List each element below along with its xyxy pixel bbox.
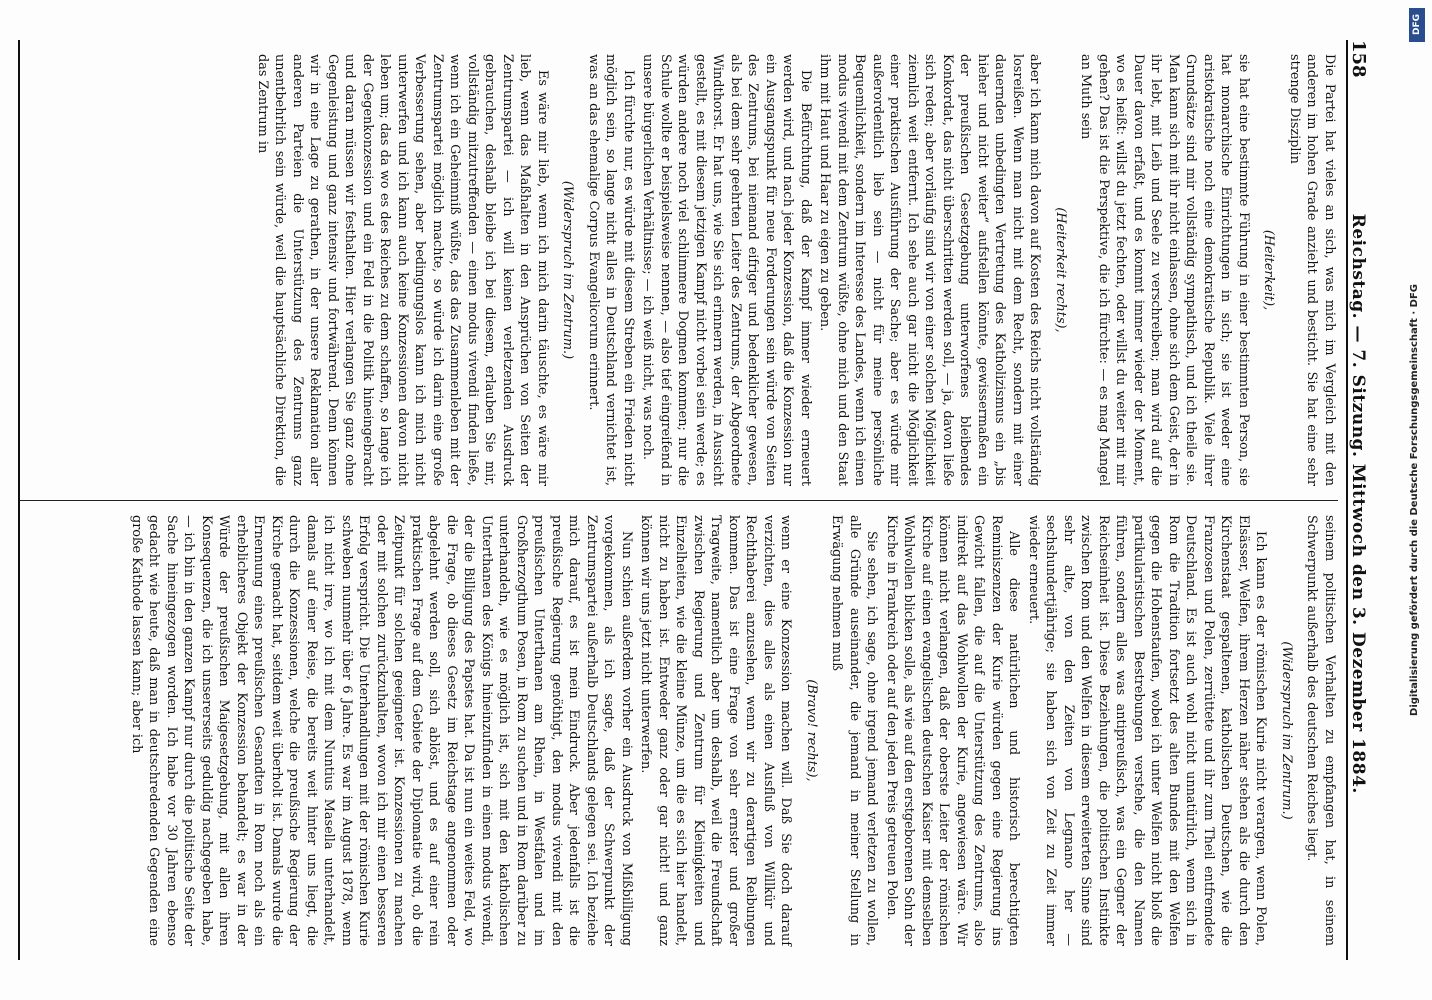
paragraph: Es wäre mir lieb, wenn ich mich darin täuschte, es wäre mir lieb, wenn das Maßhalten in den Ansprüchen von Seiten der Zentrumspartei — ich will keinen verletzenden Ausdruck gebrauchen, deshalb bleibe ich bei diesem, erlauben Sie mir, vollständig mitzutreffenden — einen modus vivendi finden ließe, wenn ich ein Geheimniß wüßte, das das Zusammenleben mit der Zentrumspartei möglich machte, so würde ich darin eine große Verbesserung sehen, aber bedingungslos kann ich mich nicht unterwerfen und ich kann auch keine Konzessionen davon nicht leben um; das da wo es des Reiches zu dem schaffen, so lange ich der Gegenkonzession und ein Feld in die Politik hineingebracht und daran müssen wir festhalten. Hier verlangen Sie ganz ohne Gegenleistung und ganz intensiv und fortwährend. Denn können wir in eine Lage zu gerathen, in der unsere Reklamation aller anderen Parteien die Unterstützung des Zentrums ganz unentbehrlich sein würde, weil die hauptsächliche Direktion, die das Zentrum in — [255, 54, 550, 486]
interjection: (Heiterkeit), — [1261, 229, 1277, 311]
paragraph: Ich kann es der römischen Kurie nicht verargen, wenn Polen, Elsässer, Welfen, ihrem Herzen näher stehen als die durch den Kirchenstaat gespaltenen, katholischen Deutschen, wie die Franzosen und Polen, zerrüttete und ihr zum Theil entfremdete Deutschland. Es ist auch wohl nicht unnatürlich, wenn sich in Rom die Tradition fortsetzt des alten Bundes mit den Welfen gegen die Hohenstaufen, wobei ich unter Welfen nicht bloß die partikularistischen Bestrebungen verstehe, die den Namen führen, sondern alles was antipreußisch, was ein Gegner der Reichseinheit ist. Diese Beziehungen, die politischen Instinkte zwischen Rom und den Welfen in diesem erweiterten Sinne sind sehr alte, von den Zeiten von Legnano her — sechshundertjährige; sie haben sich von Zeit zu Zeit immer wieder erneuert. — [1026, 515, 1269, 946]
paragraph: Die Partei hat vieles an sich, was mich im Vergleich mit den anderen im hohen Grade anzieht und besticht. Sie hat eine sehr strenge Disziplin — [1287, 54, 1337, 486]
interjection: (Widerspruch im Zentrum.) — [1279, 641, 1294, 820]
paragraph: Ich fürchte nur, es würde mit diesem Streben ein Frieden nicht möglich sein, so lange nicht alles in Deutschland vernichtet ist, was an das ehemalige Corpus Evangelicorum erinnert. — [586, 54, 636, 486]
paragraph: wenn er eine Konzession machen will. Daß Sie doch darauf verzichten, dies alles als einen Ausfluß von Willkür und Rechthaberei anzusehen, wenn wir zu derartigen Reibungen kommen. Das ist eine Frage von sehr ernster und großer Tragweite, namentlich aber um deshalb, weil die Freundschaft zwischen Regierung und Zentrum für Kleinigkeiten und Einzelheiten, wie die kleine Münze, um die es sich hier handelt, nicht zu haben ist. Entweder ganz oder gar nicht! und ganz können wir uns jetzt nicht unterwerfen. — [638, 515, 794, 946]
paragraph: seinem politischen Verhalten zu empfangen hat, in seinem Schwerpunkt außerhalb des deutschen Reiches liegt. — [1304, 515, 1337, 946]
paragraph: Die Befürchtung, daß der Kampf immer wieder erneuert werden wird, und nach jeder Konzession, daß die Konzession nur ein Ausgangspunkt für neue Forderungen sein würde von Seiten des Zentrums, bei niemand eifriger und bedenklicher gewesen, als bei dem sehr geehrten Leiter des Zentrums, der Abgeordnete Windthorst. Er hat uns, wie Sie sich erinnern werden, in Aussicht gestellt, es mit diesem jetzigen Kampf nicht vorbei sein werde; es würden andere noch viel schlimmere Dogmen kommen; nur die Schule wollte er beispielsweise nennen, — also tief eingreifend in unsere bürgerlichen Verhältnisse; — ich weiß nicht, was noch. — [640, 54, 813, 486]
bottom-rule — [18, 40, 20, 960]
paragraph: Nun schien außerdem vorher ein Ausdruck von Mißbilligung vorgekommen, als ich sagte, daß der Schwerpunkt der Zentrumspartei außerhalb Deutschlands gelegen sei. Ich beziehe mich darauf, es ist mein Eindruck. Aber jedenfalls ist die preußische Regierung genöthigt, den modus vivendi mit den preußischen Unterthanen am Rhein, in Westfalen und im Großherzogthum Posen, in Rom zu suchen und in Rom darüber zu unterhandeln, wie es möglich ist, sich mit den katholischen Unterthanen des Königs hineinzufinden in einen modus vivendi, der die Billigung des Papstes hat. Da ist nun ein weites Feld, wo die Frage, ob dieses Gesetz im Reichstage angenommen oder abgelehnt werden soll, sich ablöst, und es auf einer rein praktischen Frage auf dem Gebiete der Diplomatie wird, ob die Zeitpunkt für solchen geeigneter ist. Konzessionen zu machen oder mit solchen zurückzuhalten, wovon ich mir einen besseren Erfolg verspricht. Die Unterhandlungen mit der römischen Kurie schweben nunmehr über 6 Jahre. Es war im August 1878, wenn ich nicht irre, wo ich mit dem Nuntius Masella unterhandelt, damals auf einer Reise, die bereits weit hinter uns liegt, die durch die Konzessionen, welche die preußische Regierung der Kirche gemacht hat, seitdem weit überholt ist. Damals wurde die Ernennung eines preußischen Gesandten in Rom noch als ein erheblicheres Objekt der Konzession behandelt; es war in der Würde der preußischen Maigesetzgebung, mit allen ihren Konsequenzen, die ich unsererseits geduldig nachgegeben habe, — ich bin in den ganzen Kampf nur durch die politische Seite der Sache hineingezogen worden. Ich habe vor 30 Jahren ebenso gedacht wie heute, daß man in deutschredenden Gegenden eine große Kathode lassen kann; aber ich — [129, 515, 634, 946]
page-number: 158 — [1348, 40, 1369, 78]
left-column — [18, 40, 1338, 500]
page-header — [1346, 40, 1382, 960]
right-column — [18, 500, 1338, 960]
paragraph: sie hat eine bestimmte Führung in einer bestimmten Person, sie hat monarchische Einrichtungen in sich; sie ist weder eine aristokratische noch eine demokratische Republik. Viele ihrer Grundsätze sind mir vollständig sympathisch, und ich theile sie. Man kann sich mit ihr nicht einlassen, ohne sich dem Geist, der in ihr lebt, mit Leib und Seele zu verschreiben; man wird auf die Dauer davon erfaßt, und es kommt immer wieder der Moment, wo es heißt: willst du jetzt fechten, oder willst du weiter mit mir gehen? Das ist die Perspektive, die ich fürchte: — es mag Mangel an Muth sein — [1078, 54, 1251, 486]
digitization-credit: Digitalisierung gefördert durch die Deutsche Forschungsgemeinschaft · DFG — [1408, 284, 1420, 716]
text-columns — [18, 40, 1338, 960]
interjection: (Widerspruch im Zentrum.) — [560, 180, 576, 360]
paragraph: Alle diese natürlichen und historisch berechtigten Reminiszenzen der Kurie würden gegen eine Regierung ins Gewicht fallen, die auf die Unterstützung des Zentrums, also indirekt auf das Wohlwollen der Kurie, angewiesen wäre. Wir können nicht verlangen, daß der oberste Leiter der römischen Kirche auf einen evangelischen deutschen Kaiser mit demselben Wohlwollen blicken solle, als wie auf den erstgeborenen Sohn der Kirche in Frankreich oder auf den jeden Preis getreuen Polen. — [884, 515, 1022, 946]
paragraph: Sie sehen, ich sage, ohne irgend jemand verletzen zu wollen, alle Gründe auseinander, die jemand in meiner Stellung in Erwägung nehmen muß — [829, 515, 880, 946]
running-title: Reichstag. — 7. Sitzung. Mittwoch den 3. Dezember 1884. — [1348, 213, 1368, 794]
paragraph: aber ich kann mich davon auf Kosten des Reichs nicht vollständig losreißen. Wenn man nicht mit dem Recht, sondern mit einer dauernden unbedingten Vertretung des Katholizismus ein „bis hieher und nicht weiter“ aufstellen könnte, gewissermaßen ein der preußischen Gesetzgebung unterworfenes bleibendes Konkordat, das nicht überschritten werden soll, — ja, davon ließe sich reden; aber vorläufig sind wir von einer solchen Möglichkeit ziemlich weit entfernt. Ich sehe auch gar nicht die Möglichkeit einer praktischen Ausführung der Sache; aber es würde mir außerordentlich lieb sein — nicht für meine persönliche Bequemlichkeit, sondern im Interesse des Landes, wenn ich einen modus vivendi mit dem Zentrum wüßte, ohne mich und den Staat ihm mit Haut und Haar zu eigen zu geben. — [817, 54, 1043, 486]
interjection: (Bravo! rechts), — [804, 679, 819, 782]
interjection: (Heiterkeit rechts), — [1053, 207, 1068, 333]
dfg-logo: DFG — [1409, 8, 1425, 42]
